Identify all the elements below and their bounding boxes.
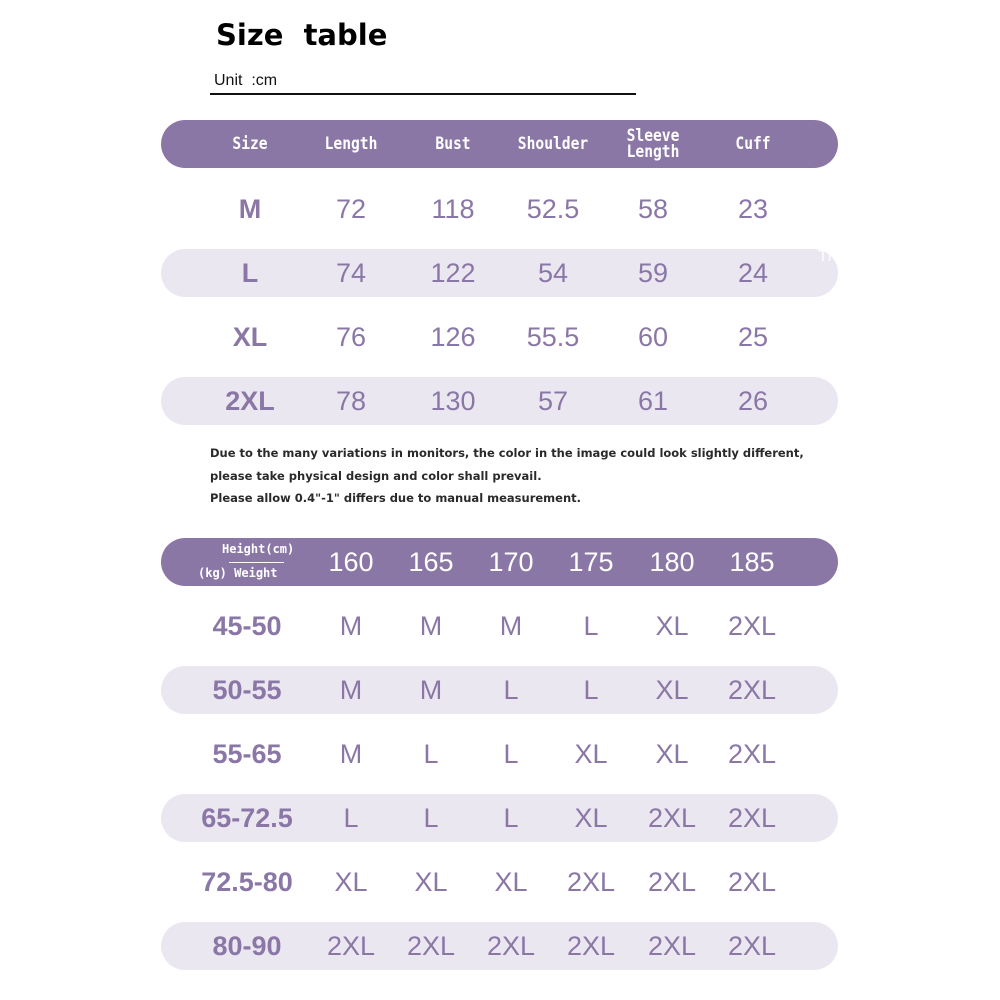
table-row	[161, 602, 838, 650]
size-recommendation: 2XL	[486, 931, 536, 961]
note-line: please take physical design and color shall prevail.	[210, 468, 542, 483]
measure-value: 55.5	[526, 322, 580, 352]
size-recommendation: 2XL	[727, 803, 777, 833]
size-table-header	[161, 120, 838, 168]
size-recommendation: L	[583, 611, 599, 641]
header-cell	[518, 120, 588, 168]
measure-value: 126	[430, 322, 476, 352]
size-recommendation: XL	[655, 739, 689, 769]
header-cell	[627, 128, 680, 160]
corner-unit: (kg)	[198, 566, 227, 580]
size-recommendation: 2XL	[727, 611, 777, 641]
size-recommendation: XL	[574, 803, 608, 833]
weight-range: 65-72.5	[201, 803, 293, 833]
table-row	[161, 730, 838, 778]
header-text: Cuff	[735, 134, 771, 154]
header-text: Shoulder	[517, 134, 589, 154]
size-recommendation: 2XL	[727, 739, 777, 769]
unit-underline	[210, 93, 636, 95]
header-cell	[325, 120, 378, 168]
unit-label: Unit :cm	[214, 72, 278, 89]
table-row	[161, 185, 838, 233]
measure-value: 72	[335, 194, 367, 224]
size-recommendation: XL	[334, 867, 368, 897]
size-label: L	[241, 258, 259, 288]
size-label: 2XL	[225, 386, 275, 416]
note-line: Please allow 0.4"-1" differs due to manual measurement.	[210, 491, 582, 505]
header-cell	[232, 120, 267, 168]
size-recommendation: XL	[414, 867, 448, 897]
height-value: 165	[408, 547, 454, 577]
size-recommendation: 2XL	[727, 675, 777, 705]
measure-value: 122	[430, 258, 476, 288]
measure-value: 23	[737, 194, 769, 224]
size-recommendation: L	[503, 739, 519, 769]
size-recommendation: M	[339, 739, 363, 769]
note-line: Due to the many variations in monitors, the color in the image could look slightly different,	[210, 446, 804, 460]
header-text: Sleeve	[626, 126, 680, 146]
size-recommendation: 2XL	[647, 803, 697, 833]
height-value: 170	[488, 547, 534, 577]
size-recommendation: 2XL	[406, 931, 456, 961]
size-recommendation: L	[423, 803, 439, 833]
size-recommendation: L	[583, 675, 599, 705]
size-recommendation: 2XL	[727, 931, 777, 961]
measure-value: 54	[537, 258, 569, 288]
header-text: Size	[232, 134, 268, 154]
table-row	[161, 666, 838, 714]
measure-value: 58	[637, 194, 669, 224]
header-text: Length	[324, 134, 378, 154]
measure-value: 26	[737, 386, 769, 416]
size-recommendation: L	[503, 675, 519, 705]
size-recommendation: 2XL	[727, 867, 777, 897]
size-recommendation: M	[419, 611, 443, 641]
table-row	[161, 858, 838, 906]
size-recommendation: 2XL	[566, 867, 616, 897]
height-value: 180	[649, 547, 695, 577]
measure-value: 57	[537, 386, 569, 416]
measure-value: 52.5	[526, 194, 580, 224]
table-row	[161, 249, 838, 297]
table-row	[161, 922, 838, 970]
measure-value: 118	[431, 194, 475, 224]
watermark-text: Th	[818, 248, 837, 265]
size-recommendation: 2XL	[647, 931, 697, 961]
corner-height-label: Height(cm)	[222, 542, 295, 556]
size-recommendation: 2XL	[647, 867, 697, 897]
corner-weight-label	[198, 566, 278, 580]
size-recommendation: XL	[655, 675, 689, 705]
weight-range: 55-65	[212, 739, 282, 769]
table-row	[161, 794, 838, 842]
height-value: 160	[328, 547, 374, 577]
header-text: Length	[626, 142, 680, 162]
weight-range: 50-55	[212, 675, 282, 705]
header-cell	[435, 120, 470, 168]
size-recommendation: L	[503, 803, 519, 833]
measure-value: 24	[737, 258, 769, 288]
size-recommendation: 2XL	[326, 931, 376, 961]
measure-value: 60	[637, 322, 669, 352]
measure-value: 130	[430, 386, 476, 416]
corner-divider	[229, 562, 284, 563]
measure-value: 76	[335, 322, 367, 352]
header-cell	[735, 120, 770, 168]
measure-value: 74	[335, 258, 367, 288]
page-title: Size table	[216, 18, 388, 52]
weight-range: 45-50	[212, 611, 282, 641]
size-recommendation: 2XL	[566, 931, 616, 961]
size-recommendation: XL	[655, 611, 689, 641]
measure-value: 78	[335, 386, 367, 416]
weight-range: 72.5-80	[201, 867, 293, 897]
size-recommendation: M	[499, 611, 523, 641]
size-label: XL	[232, 322, 268, 352]
size-recommendation: XL	[574, 739, 608, 769]
corner-weight: Weight	[234, 566, 278, 580]
size-recommendation: XL	[494, 867, 528, 897]
measure-value: 25	[737, 322, 769, 352]
height-value: 185	[729, 547, 775, 577]
measure-value: 61	[637, 386, 669, 416]
table-row	[161, 377, 838, 425]
size-recommendation: M	[419, 675, 443, 705]
size-recommendation: M	[339, 611, 363, 641]
size-recommendation: M	[339, 675, 363, 705]
table-row	[161, 313, 838, 361]
measure-value: 59	[637, 258, 669, 288]
size-recommendation: L	[423, 739, 439, 769]
height-value: 175	[568, 547, 614, 577]
header-text: Bust	[435, 134, 471, 154]
size-recommendation: L	[343, 803, 359, 833]
weight-range: 80-90	[212, 931, 282, 961]
size-label: M	[238, 194, 262, 224]
disclaimer-note	[210, 442, 830, 510]
